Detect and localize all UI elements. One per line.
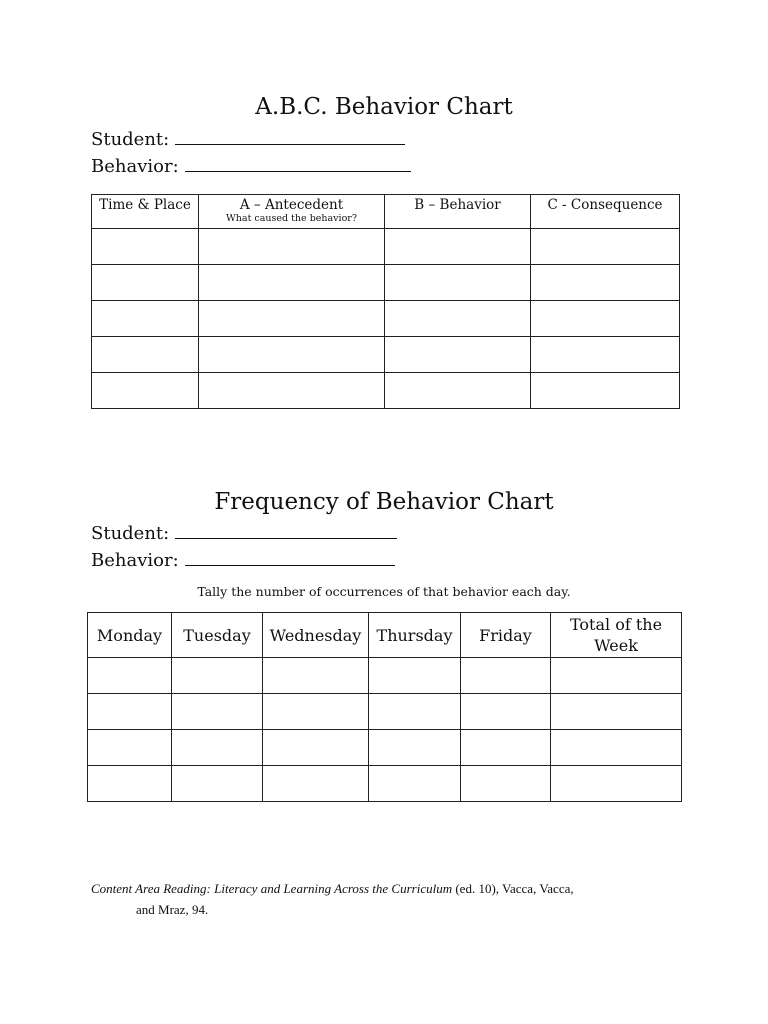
abc-table-cell[interactable]	[385, 301, 531, 337]
frequency-table-row	[88, 766, 682, 802]
abc-col-behavior	[385, 195, 531, 229]
frequency-col-tuesday: Tuesday	[172, 613, 263, 658]
abc-student-blank[interactable]	[175, 128, 405, 145]
abc-col-time-place	[92, 195, 199, 229]
abc-table-cell[interactable]	[531, 373, 680, 409]
abc-behavior-label: Behavior:	[91, 156, 179, 177]
frequency-col-friday: Friday	[461, 613, 551, 658]
frequency-table-cell[interactable]	[88, 694, 172, 730]
frequency-table-cell[interactable]	[172, 766, 263, 802]
abc-table-cell[interactable]	[531, 265, 680, 301]
frequency-table-cell[interactable]	[461, 730, 551, 766]
abc-table-cell[interactable]	[385, 265, 531, 301]
abc-col-label: A – Antecedent	[239, 197, 344, 213]
abc-table	[91, 194, 680, 409]
frequency-table-row	[88, 730, 682, 766]
frequency-col-total-of-the-week: Total of the Week	[551, 613, 682, 658]
tally-instruction: Tally the number of occurrences of that behavior each day.	[197, 584, 571, 599]
frequency-table-cell[interactable]	[172, 730, 263, 766]
frequency-table-row	[88, 694, 682, 730]
abc-table-cell[interactable]	[531, 229, 680, 265]
frequency-student-blank[interactable]	[175, 522, 397, 539]
frequency-col-thursday: Thursday	[369, 613, 461, 658]
frequency-behavior-label: Behavior:	[91, 550, 179, 571]
frequency-table-cell[interactable]	[263, 766, 369, 802]
abc-table-cell[interactable]	[92, 229, 199, 265]
frequency-header-row	[88, 613, 682, 658]
citation	[91, 878, 691, 920]
citation-details-continued: and Mraz, 94.	[136, 902, 209, 917]
abc-student-label: Student:	[91, 129, 170, 150]
abc-table-row	[92, 373, 680, 409]
abc-col-label: Time & Place	[99, 197, 191, 213]
abc-table-cell[interactable]	[92, 373, 199, 409]
abc-student-field	[91, 128, 405, 150]
frequency-col-monday: Monday	[88, 613, 172, 658]
frequency-behavior-blank[interactable]	[185, 549, 395, 566]
frequency-table-cell[interactable]	[172, 658, 263, 694]
frequency-table-cell[interactable]	[263, 658, 369, 694]
abc-table-cell[interactable]	[531, 337, 680, 373]
abc-table-cell[interactable]	[92, 337, 199, 373]
frequency-behavior-field	[91, 549, 395, 571]
frequency-table-cell[interactable]	[369, 658, 461, 694]
frequency-table-cell[interactable]	[369, 694, 461, 730]
frequency-table	[87, 612, 682, 802]
frequency-table-cell[interactable]	[88, 730, 172, 766]
abc-col-consequence	[531, 195, 680, 229]
frequency-student-field	[91, 522, 397, 544]
abc-table-cell[interactable]	[199, 337, 385, 373]
frequency-table-cell[interactable]	[551, 766, 682, 802]
abc-table-cell[interactable]	[385, 229, 531, 265]
frequency-col-wednesday: Wednesday	[263, 613, 369, 658]
frequency-table-cell[interactable]	[263, 730, 369, 766]
frequency-table-cell[interactable]	[461, 658, 551, 694]
abc-behavior-field	[91, 155, 411, 177]
frequency-table-cell[interactable]	[551, 730, 682, 766]
abc-table-cell[interactable]	[199, 265, 385, 301]
citation-details: (ed. 10), Vacca, Vacca,	[452, 881, 574, 896]
frequency-table-cell[interactable]	[461, 694, 551, 730]
abc-col-antecedent	[199, 195, 385, 229]
abc-table-cell[interactable]	[531, 301, 680, 337]
abc-behavior-blank[interactable]	[185, 155, 411, 172]
frequency-student-label: Student:	[91, 523, 170, 544]
abc-table-cell[interactable]	[92, 301, 199, 337]
abc-table-cell[interactable]	[199, 229, 385, 265]
citation-title: Content Area Reading: Literacy and Learning Across the Curriculum	[91, 881, 453, 896]
abc-table-cell[interactable]	[92, 265, 199, 301]
frequency-table-cell[interactable]	[172, 694, 263, 730]
frequency-table-cell[interactable]	[88, 766, 172, 802]
abc-header-row	[92, 195, 680, 229]
frequency-table-cell[interactable]	[461, 766, 551, 802]
frequency-chart-title: Frequency of Behavior Chart	[214, 489, 554, 515]
frequency-table-cell[interactable]	[551, 694, 682, 730]
frequency-table-cell[interactable]	[88, 658, 172, 694]
abc-col-subtitle: What caused the behavior?	[226, 213, 357, 224]
abc-table-row	[92, 337, 680, 373]
frequency-table-cell[interactable]	[369, 730, 461, 766]
abc-table-cell[interactable]	[385, 337, 531, 373]
abc-col-label: B – Behavior	[414, 197, 501, 213]
frequency-table-cell[interactable]	[551, 658, 682, 694]
abc-table-cell[interactable]	[199, 373, 385, 409]
abc-table-row	[92, 301, 680, 337]
abc-table-cell[interactable]	[199, 301, 385, 337]
frequency-table-cell[interactable]	[263, 694, 369, 730]
abc-table-row	[92, 265, 680, 301]
abc-col-label: C - Consequence	[547, 197, 663, 213]
abc-table-row	[92, 229, 680, 265]
frequency-table-row	[88, 658, 682, 694]
abc-chart-title: A.B.C. Behavior Chart	[255, 94, 513, 120]
frequency-table-cell[interactable]	[369, 766, 461, 802]
abc-table-cell[interactable]	[385, 373, 531, 409]
